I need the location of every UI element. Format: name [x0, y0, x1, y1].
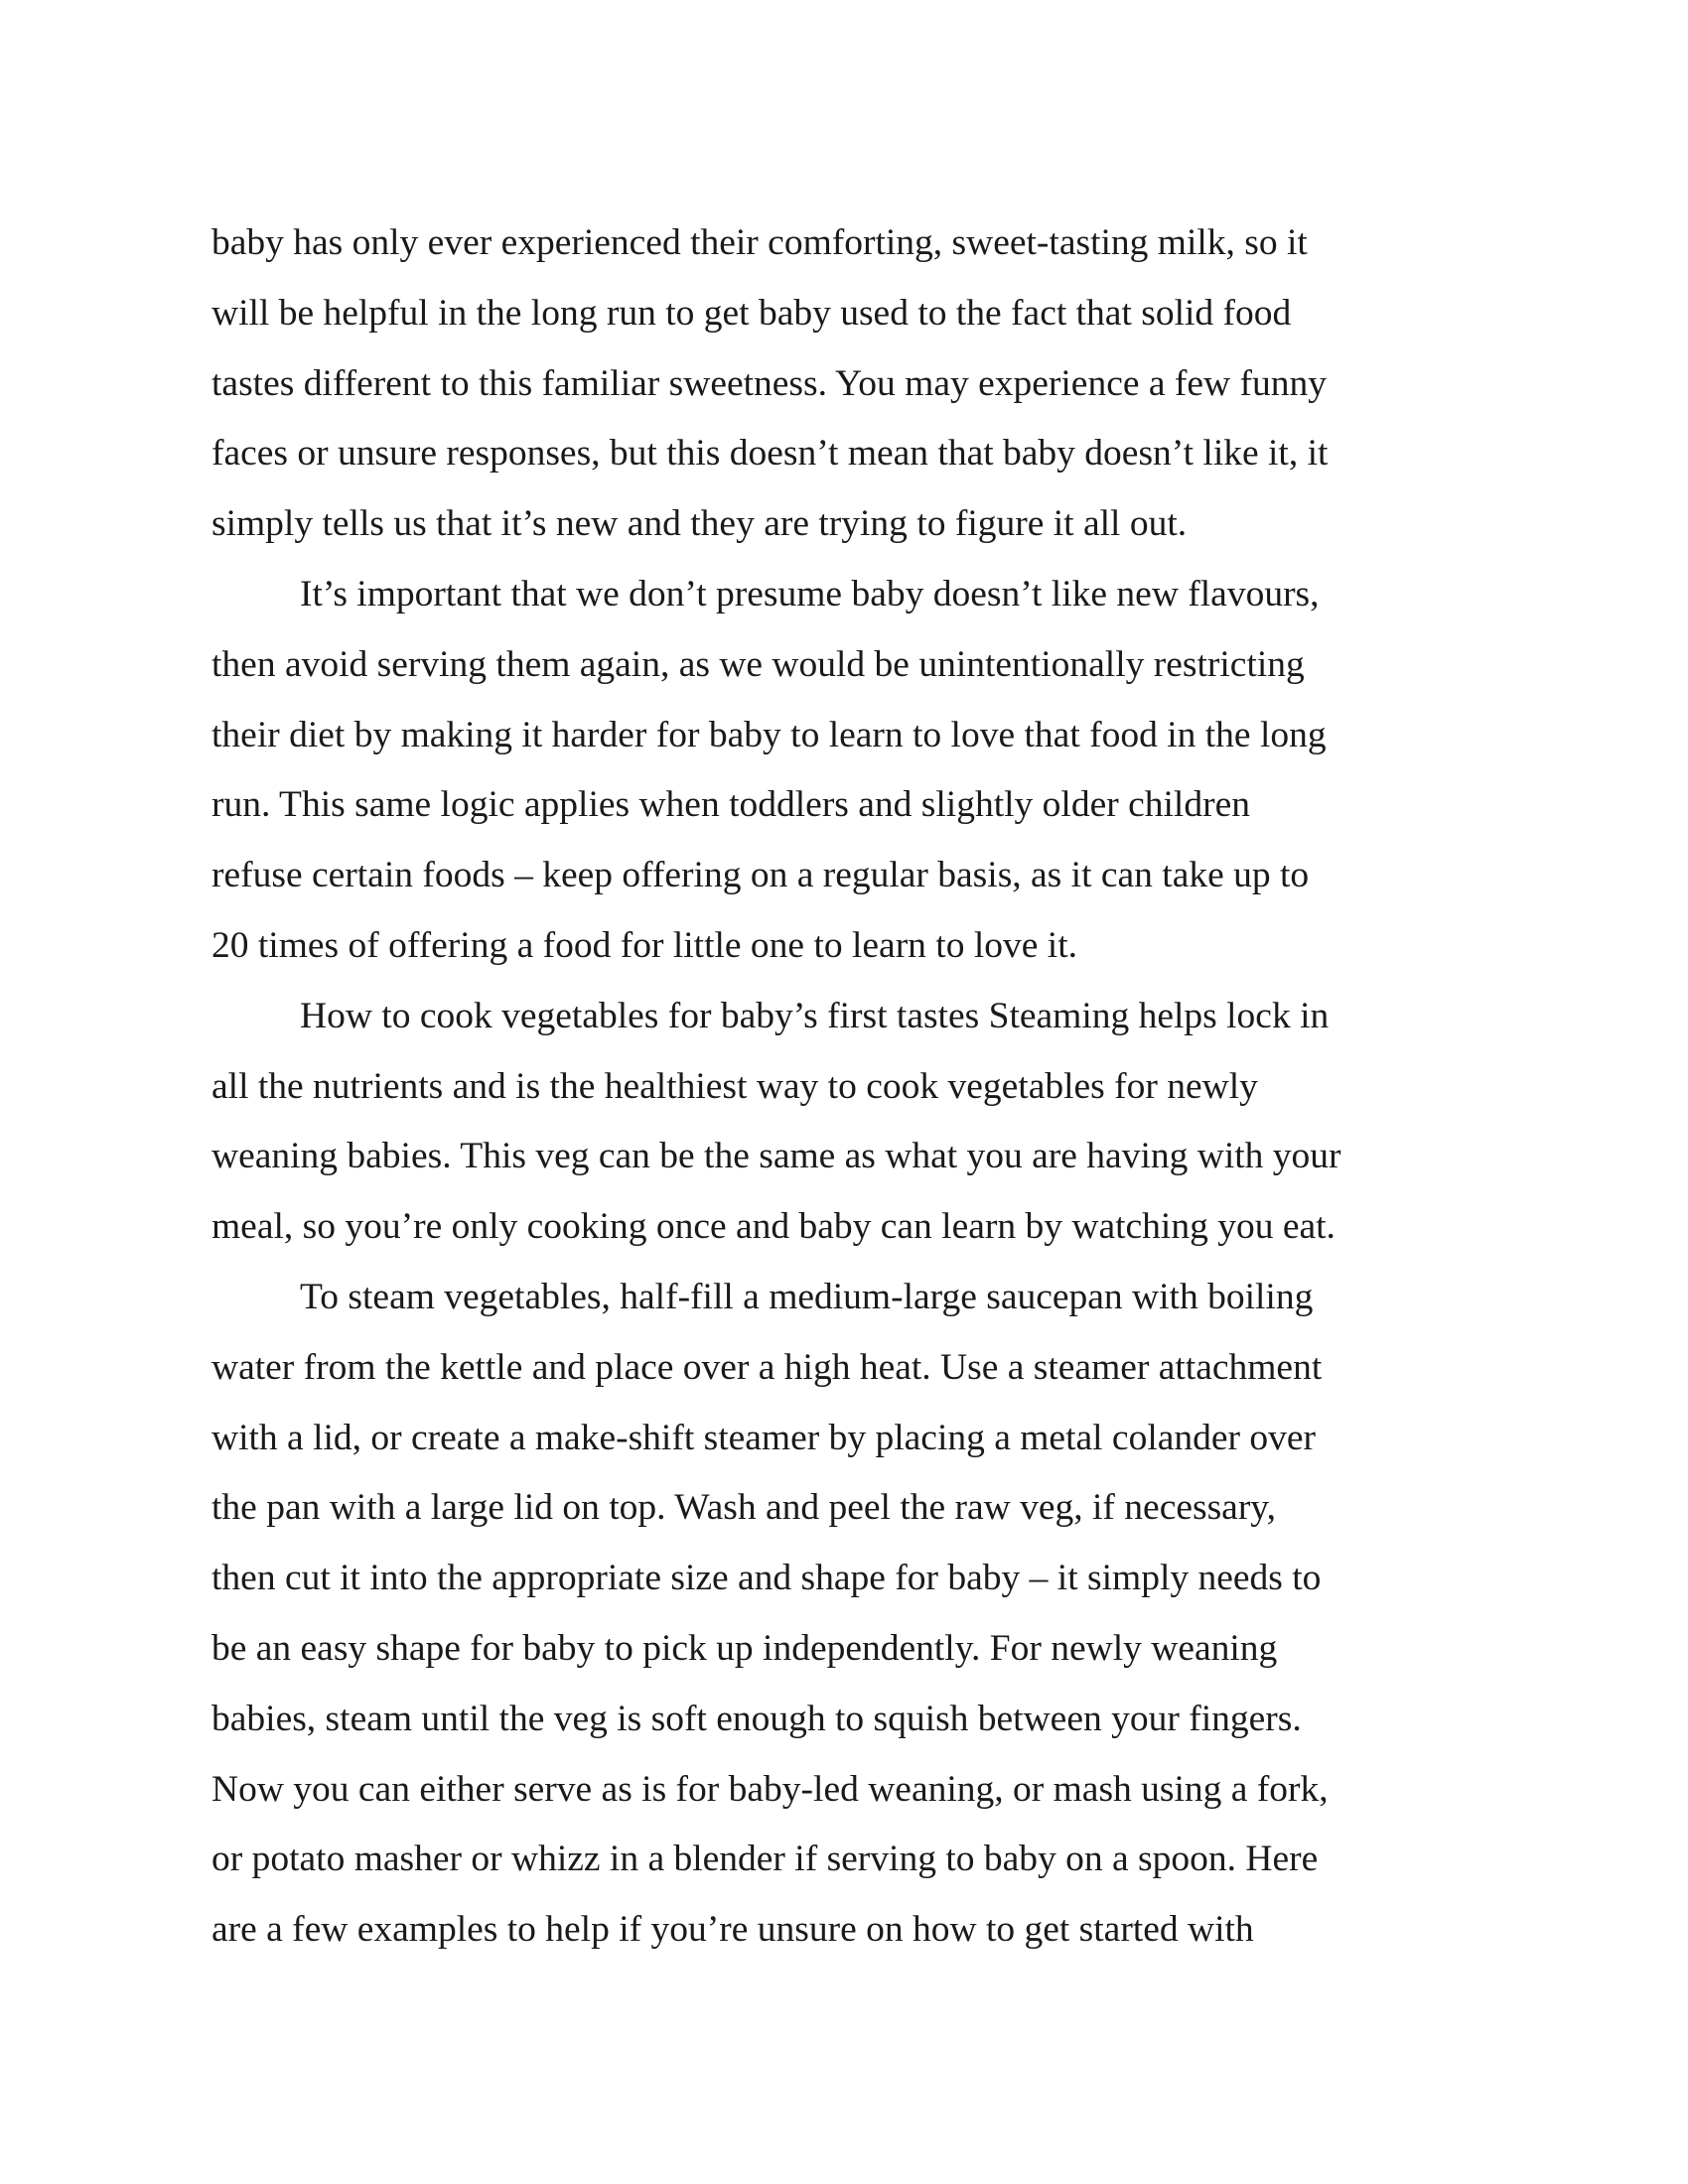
text-line: weaning babies. This veg can be the same as what you are having with your — [211, 1136, 1341, 1177]
text-line: faces or unsure responses, but this doesn’t mean that baby doesn’t like it, it — [211, 433, 1329, 475]
text-line: meal, so you’re only cooking once and baby can learn by watching you eat. — [211, 1206, 1336, 1248]
text-line: tastes different to this familiar sweetness. You may experience a few funny — [211, 362, 1327, 404]
text-line: 20 times of offering a food for little one to learn to love it. — [211, 924, 1078, 966]
text-line: all the nutrients and is the healthiest way to cook vegetables for newly — [211, 1065, 1258, 1107]
text-line: be an easy shape for baby to pick up independently. For newly weaning — [211, 1627, 1278, 1669]
text-line: with a lid, or create a make-shift steamer by placing a metal colander over — [211, 1417, 1317, 1458]
text-line: run. This same logic applies when toddlers and slightly older children — [211, 784, 1250, 826]
body-text — [211, 208, 1502, 1966]
text-line: refuse certain foods – keep offering on a regular basis, as it can take up to — [211, 855, 1310, 896]
text-line: baby has only ever experienced their comforting, sweet-tasting milk, so it — [211, 222, 1308, 263]
paragraph-first-line: How to cook vegetables for baby’s first tastes Steaming helps lock in — [300, 995, 1330, 1036]
text-line: the pan with a large lid on top. Wash and peel the raw veg, if necessary, — [211, 1487, 1276, 1529]
text-line: are a few examples to help if you’re unsure on how to get started with — [211, 1909, 1254, 1951]
text-line: will be helpful in the long run to get baby used to the fact that solid food — [211, 292, 1292, 334]
paragraph-first-line: To steam vegetables, half-fill a medium-large saucepan with boiling — [300, 1276, 1314, 1317]
text-line: babies, steam until the veg is soft enough to squish between your fingers. — [211, 1698, 1302, 1739]
text-line: water from the kettle and place over a high heat. Use a steamer attachment — [211, 1346, 1323, 1388]
text-line: Now you can either serve as is for baby-led weaning, or mash using a fork, — [211, 1768, 1329, 1810]
text-line: then avoid serving them again, as we would be unintentionally restricting — [211, 643, 1305, 685]
text-line: then cut it into the appropriate size and shape for baby – it simply needs to — [211, 1558, 1322, 1599]
text-line: their diet by making it harder for baby to learn to love that food in the long — [211, 714, 1327, 755]
text-line: simply tells us that it’s new and they are trying to figure it all out. — [211, 503, 1188, 545]
paragraph-first-line: It’s important that we don’t presume baby doesn’t like new flavours, — [300, 573, 1320, 614]
text-line: or potato masher or whizz in a blender if serving to baby on a spoon. Here — [211, 1839, 1319, 1880]
